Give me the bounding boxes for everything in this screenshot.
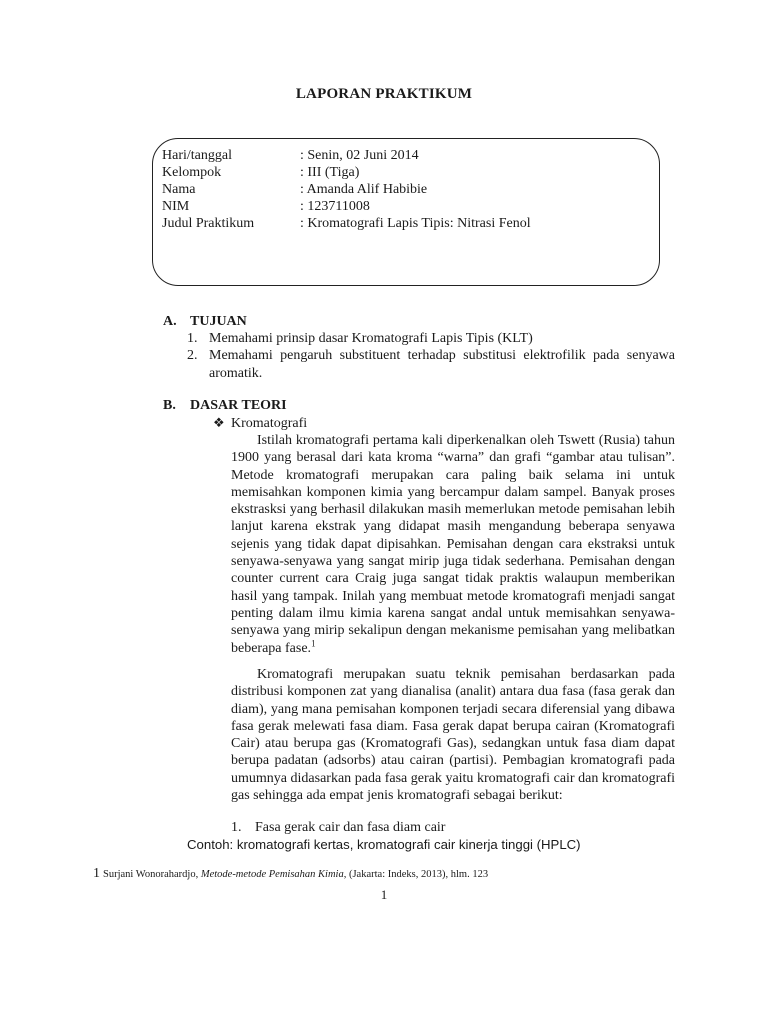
info-label: Hari/tanggal	[162, 148, 232, 163]
diamond-bullet-icon: ❖	[213, 415, 225, 430]
theory-paragraph-1	[231, 432, 675, 657]
info-value: : III (Tiga)	[300, 164, 359, 181]
paragraph-text: Istilah kromatografi pertama kali diperkenalkan oleh Tswett (Rusia) tahun 1900 yang berasal dari kata kroma “warna” dan grafi “gambar atau tulisan”. Metode kromatografi merupakan cara paling baik selama ini untuk memisahkan komponen kimia yang bercampur dalam sampel. Banyak proses ekstrasksi yang berhasil dilakukan masih memerlukan metode pemisahan lebih lanjut karena ekstrak yang didapat masih mengandung beberapa senyawa sejenis yang tidak dapat dipisahkan. Pemisahan dengan cara ekstraksi untuk senyawa-senyawa yang sangat mirip juga tidak sederhana. Pemisahan dengan counter current cara Craig juga sangat tidak praktis walaupun memberikan hasil yang tampak. Inilah yang membuat metode kromatografi menjadi sangat penting dalam ilmu kimia karena sangat andal untuk memisahkan senyawa-senyawa yang mirip sekalipun dengan mekanisme pemisahan yang melibatkan beberapa fase.	[231, 433, 675, 656]
info-value: : Amanda Alif Habibie	[300, 181, 427, 198]
bullet-item	[213, 415, 307, 432]
item-number: 2.	[187, 348, 198, 363]
item-text: Memahami pengaruh substituent terhadap substitusi elektrofilik pada senyawa aromatik.	[209, 348, 675, 381]
section-title: DASAR TEORI	[190, 398, 287, 413]
example-line: Contoh: kromatografi kertas, kromatografi cair kinerja tinggi (HPLC)	[187, 837, 581, 852]
item-number: 1.	[231, 820, 242, 835]
objective-item	[187, 347, 675, 382]
info-box	[152, 138, 660, 286]
section-letter: B.	[163, 398, 176, 413]
info-value: : Senin, 02 Juni 2014	[300, 147, 419, 164]
footnote-book-title: Metode-metode Pemisahan Kimia	[200, 869, 344, 880]
section-letter: A.	[163, 314, 177, 329]
info-label: Kelompok	[162, 165, 222, 180]
item-text: Fasa gerak cair dan fasa diam cair	[255, 820, 446, 835]
footnote	[93, 866, 488, 882]
info-value: : 123711008	[300, 198, 370, 215]
footnote-mark: 1	[93, 866, 100, 881]
footnote-publication: , (Jakarta: Indeks, 2013), hlm. 123	[343, 869, 489, 880]
paragraph-text: Kromatografi merupakan suatu teknik pemisahan berdasarkan pada distribusi komponen zat yang dianalisa (analit) antara dua fasa (fasa gerak dan diam), yang mana pemisahan komponen terjadi secara diferensial yang dibawa fasa gerak melewati fasa diam. Fasa gerak dapat berupa cairan (Kromatografi Cair) atau berupa gas (Kromatografi Gas), sedangkan untuk fasa diam dapat berupa padatan (adsorbs) atau cairan (partisi). Pembagian kromatografi pada umumnya didasarkan pada fasa gerak yaitu kromatografi cair dan kromatografi gas sehingga ada empat jenis kromatografi sebagai berikut:	[231, 667, 675, 804]
item-text: Memahami prinsip dasar Kromatografi Lapis Tipis (KLT)	[209, 331, 533, 346]
page-number: 1	[380, 887, 388, 902]
page-title: LAPORAN PRAKTIKUM	[295, 86, 473, 102]
info-value: : Kromatografi Lapis Tipis: Nitrasi Fenol	[300, 215, 531, 232]
info-label: Judul Praktikum	[162, 216, 255, 231]
footnote-author: Surjani Wonorahardjo,	[103, 869, 199, 880]
section-a-heading	[163, 314, 247, 330]
info-label: NIM	[162, 199, 190, 214]
item-number: 1.	[187, 331, 198, 346]
footnote-ref: 1	[311, 637, 316, 648]
theory-paragraph-2	[231, 666, 675, 804]
bullet-text: Kromatografi	[231, 416, 308, 431]
section-title: TUJUAN	[190, 314, 247, 329]
type-list-item	[231, 820, 445, 836]
objective-item	[187, 330, 675, 348]
info-label: Nama	[162, 182, 196, 197]
section-b-heading	[163, 398, 287, 414]
